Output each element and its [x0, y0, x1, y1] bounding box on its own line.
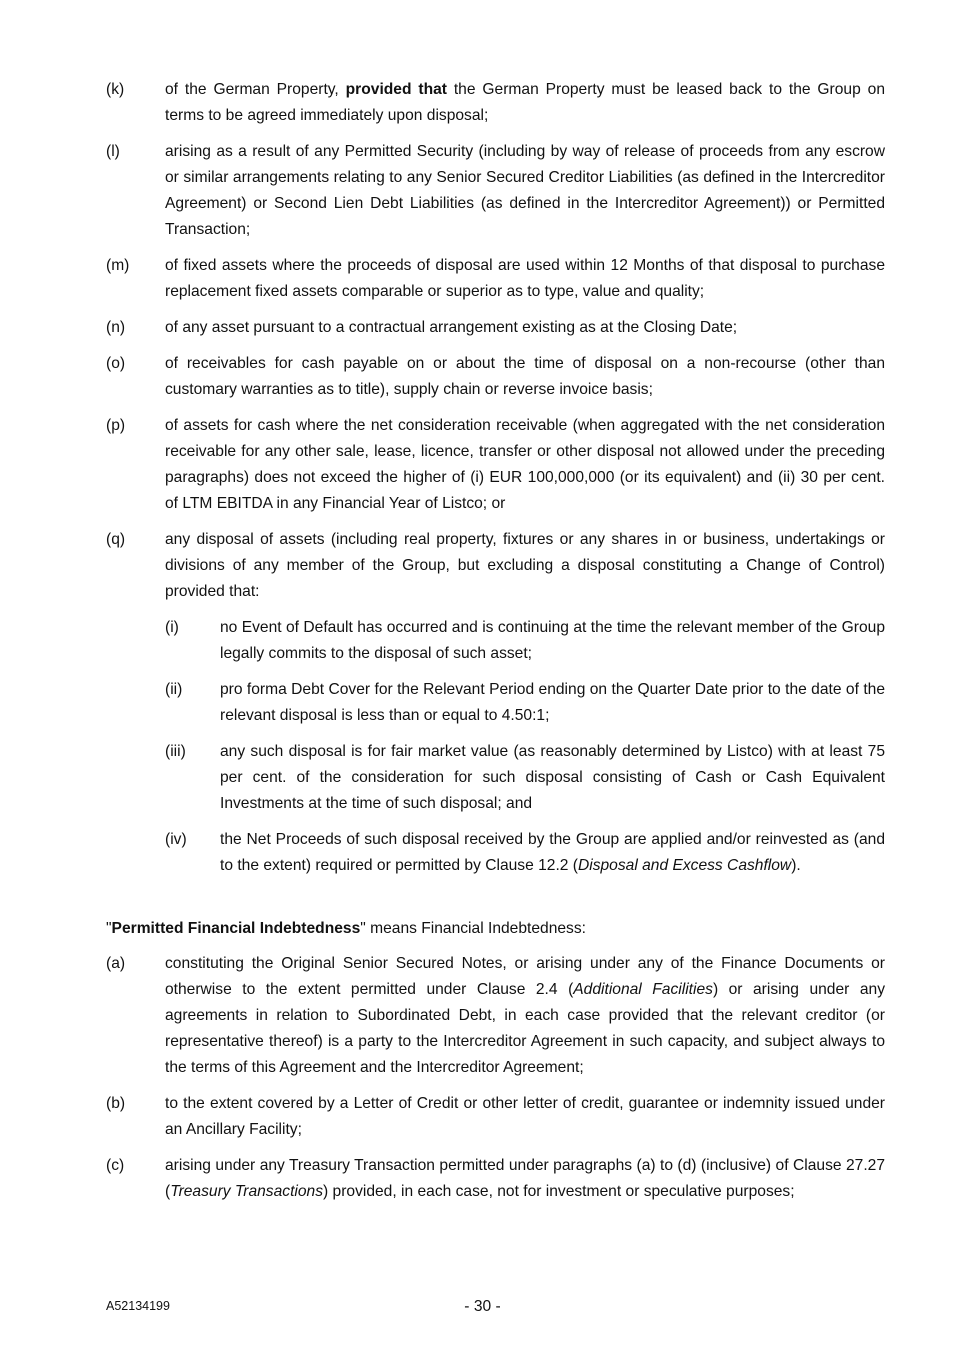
definition-heading: "Permitted Financial Indebtedness" means Financial Indebtedness: — [106, 920, 586, 937]
subparagraph-label: (iv) — [165, 831, 187, 848]
subparagraph-text: no Event of Default has occurred and is continuing at the time the relevant member of the Group legally commits to the disposal of such asset; — [220, 619, 885, 662]
subparagraph-label: (iii) — [165, 743, 186, 760]
paragraph-label: (k) — [106, 81, 125, 98]
document-reference: A52134199 — [106, 1299, 170, 1313]
paragraph-text: of any asset pursuant to a contractual arrangement existing as at the Closing Date; — [165, 319, 738, 336]
paragraph-text: arising under any Treasury Transaction permitted under paragraphs (a) to (d) (inclusive) of Clause 27.27 (Treasury Transactions) provided, in each case, not for investment or speculative purposes; — [165, 1157, 885, 1200]
bold-term: provided that — [345, 81, 447, 98]
paragraph-label: (n) — [106, 319, 126, 336]
defined-term: Permitted Financial Indebtedness — [111, 920, 361, 937]
paragraph-label: (q) — [106, 531, 126, 548]
clause-title: Treasury Transactions — [170, 1183, 324, 1200]
paragraph-label: (m) — [106, 257, 130, 274]
clause-title: Additional Facilities — [573, 981, 713, 998]
paragraph-text: of fixed assets where the proceeds of disposal are used within 12 Months of that disposal to purchase replacement fixed assets comparable or superior as to type, value and quality; — [165, 257, 885, 300]
paragraph-label: (c) — [106, 1157, 125, 1174]
subparagraph-label: (ii) — [165, 681, 183, 698]
paragraph-text: of assets for cash where the net consideration receivable (when aggregated with the net consideration receivable for any other sale, lease, licence, transfer or other disposal not allowed under the preceding paragraphs) does not exceed the higher of (i) EUR 100,000,000 (or its equivalent) and (ii) 30 per cent. of LTM EBITDA in any Financial Year of Listco; or — [165, 417, 885, 512]
subparagraph-text: pro forma Debt Cover for the Relevant Period ending on the Quarter Date prior to the date of the relevant disposal is less than or equal to 4.50:1; — [220, 681, 885, 724]
paragraph-label: (o) — [106, 355, 126, 372]
subparagraph-label: (i) — [165, 619, 179, 636]
paragraph-label: (b) — [106, 1095, 126, 1112]
paragraph-text: of receivables for cash payable on or about the time of disposal on a non-recourse (other than customary warranties as to title), supply chain or reverse invoice basis; — [165, 355, 885, 398]
paragraph-label: (a) — [106, 955, 126, 972]
paragraph-text: of the German Property, provided that the German Property must be leased back to the Group on terms to be agreed immediately upon disposal; — [165, 81, 885, 124]
subparagraph-text: the Net Proceeds of such disposal received by the Group are applied and/or reinvested as (and to the extent) required or permitted by Clause 12.2 (Disposal and Excess Cashflow). — [220, 831, 885, 874]
clause-title: Disposal and Excess Cashflow — [577, 857, 792, 874]
page-number: - 30 - — [464, 1298, 501, 1315]
paragraph-label: (p) — [106, 417, 126, 434]
paragraph-text: any disposal of assets (including real property, fixtures or any shares in or business, undertakings or divisions of any member of the Group, but excluding a disposal constituting a Change of Control) provided that: — [165, 531, 885, 600]
paragraph-label: (l) — [106, 143, 120, 160]
subparagraph-text: any such disposal is for fair market value (as reasonably determined by Listco) with at least 75 per cent. of the consideration for such disposal consisting of Cash or Cash Equivalent Investments at the time of such disposal; and — [220, 743, 885, 812]
paragraph-text: constituting the Original Senior Secured Notes, or arising under any of the Finance Documents or otherwise to the extent permitted under Clause 2.4 (Additional Facilities) or arising under any agreements in relation to Subordinated Debt, in each case provided that the relevant creditor (or representative thereof) is a party to the Intercreditor Agreement in such capacity, and subject always to the terms of this Agreement and the Intercreditor Agreement; — [165, 955, 885, 1076]
paragraph-text: arising as a result of any Permitted Security (including by way of release of proceeds from any escrow or similar arrangements relating to any Senior Secured Creditor Liabilities (as defined in the Intercreditor Agreement) or Second Lien Debt Liabilities (as defined in the Intercreditor Agreement)) or Permitted Transaction; — [165, 143, 885, 238]
paragraph-text: to the extent covered by a Letter of Credit or other letter of credit, guarantee or indemnity issued under an Ancillary Facility; — [165, 1095, 885, 1138]
